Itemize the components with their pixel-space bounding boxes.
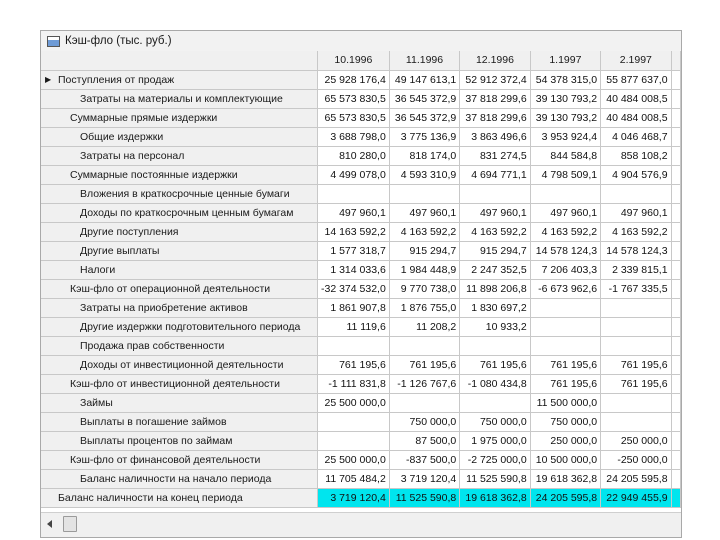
table-cell[interactable]: 87 500,0	[389, 431, 459, 450]
table-cell-partial	[671, 203, 680, 222]
table-cell[interactable]	[317, 184, 389, 203]
table-cell[interactable]: 818 174,0	[389, 146, 459, 165]
row-header[interactable]	[41, 127, 317, 146]
table-cell[interactable]: 22 949 455,9	[601, 488, 671, 507]
table-cell[interactable]: 39 130 793,2	[530, 89, 600, 108]
table-cell[interactable]: 4 163 592,2	[530, 222, 600, 241]
table-cell[interactable]	[530, 298, 600, 317]
table-cell-partial	[671, 355, 680, 374]
row-header[interactable]	[41, 393, 317, 412]
row-label: Другие выплаты	[80, 244, 160, 257]
table-cell-partial	[671, 393, 680, 412]
row-label: Затраты на персонал	[80, 149, 185, 162]
row-label: Другие издержки подготовительного периода	[80, 320, 301, 333]
table-cell-partial	[671, 241, 680, 260]
table-cell[interactable]: 497 960,1	[389, 203, 459, 222]
table-cell[interactable]: 36 545 372,9	[389, 108, 459, 127]
table-cell[interactable]: 4 499 078,0	[317, 165, 389, 184]
table-cell[interactable]: 7 206 403,3	[530, 260, 600, 279]
table-cell[interactable]: 11 525 590,8	[389, 488, 459, 507]
table-cell[interactable]: 54 378 315,0	[530, 70, 600, 89]
table-cell[interactable]: 14 578 124,3	[601, 241, 671, 260]
table-cell[interactable]: 3 688 798,0	[317, 127, 389, 146]
table-cell[interactable]: 19 618 362,8	[530, 469, 600, 488]
table-cell[interactable]: 3 953 924,4	[530, 127, 600, 146]
table-cell[interactable]: -1 126 767,6	[389, 374, 459, 393]
table-cell-partial	[671, 317, 680, 336]
table-cell[interactable]	[601, 298, 671, 317]
table-row[interactable]	[41, 431, 681, 450]
table-cell-partial	[671, 336, 680, 355]
table-cell[interactable]: 11 208,2	[389, 317, 459, 336]
table-cell[interactable]: -1 080 434,8	[460, 374, 530, 393]
table-cell-partial	[671, 184, 680, 203]
cashflow-table	[41, 51, 681, 508]
table-cell[interactable]: 4 046 468,7	[601, 127, 671, 146]
row-header[interactable]	[41, 488, 317, 507]
table-cell[interactable]: 750 000,0	[460, 412, 530, 431]
table-cell[interactable]: 1 861 907,8	[317, 298, 389, 317]
table-row[interactable]	[41, 241, 681, 260]
row-label: Затраты на материалы и комплектующие	[80, 92, 283, 105]
table-cell[interactable]: 761 195,6	[389, 355, 459, 374]
table-row[interactable]	[41, 203, 681, 222]
table-cell[interactable]: 19 618 362,8	[460, 488, 530, 507]
table-cell[interactable]: 10 933,2	[460, 317, 530, 336]
table-cell[interactable]: 11 500 000,0	[530, 393, 600, 412]
table-cell[interactable]	[601, 184, 671, 203]
table-cell[interactable]: 24 205 595,8	[530, 488, 600, 507]
table-cell[interactable]: 1 984 448,9	[389, 260, 459, 279]
table-cell[interactable]: 915 294,7	[389, 241, 459, 260]
table-cell[interactable]: 761 195,6	[530, 355, 600, 374]
row-label: Суммарные прямые издержки	[70, 111, 218, 124]
table-cell[interactable]	[317, 431, 389, 450]
window-icon	[47, 36, 60, 47]
table-row[interactable]	[41, 146, 681, 165]
table-cell[interactable]: 497 960,1	[530, 203, 600, 222]
row-header[interactable]	[41, 222, 317, 241]
table-cell[interactable]: -6 673 962,6	[530, 279, 600, 298]
table-cell[interactable]: 761 195,6	[460, 355, 530, 374]
row-header[interactable]	[41, 108, 317, 127]
table-cell[interactable]: 3 719 120,4	[389, 469, 459, 488]
table-cell-partial	[671, 70, 680, 89]
table-cell[interactable]	[460, 184, 530, 203]
table-row[interactable]	[41, 108, 681, 127]
table-cell[interactable]: 1 876 755,0	[389, 298, 459, 317]
table-cell-partial	[671, 260, 680, 279]
table-cell-partial	[671, 222, 680, 241]
table-cell[interactable]	[601, 317, 671, 336]
row-header[interactable]	[41, 355, 317, 374]
table-cell[interactable]: 40 484 008,5	[601, 89, 671, 108]
table-cell[interactable]: 25 928 176,4	[317, 70, 389, 89]
row-label: Другие поступления	[80, 225, 179, 238]
table-row[interactable]	[41, 184, 681, 203]
table-cell[interactable]: 761 195,6	[317, 355, 389, 374]
table-row[interactable]	[41, 355, 681, 374]
table-cell-partial	[671, 488, 680, 507]
row-header[interactable]	[41, 260, 317, 279]
table-cell[interactable]: -250 000,0	[601, 450, 671, 469]
row-label: Доходы по краткосрочным ценным бумагам	[80, 206, 294, 219]
table-cell[interactable]	[389, 336, 459, 355]
row-label: Баланс наличности на начало периода	[80, 472, 272, 485]
table-cell[interactable]: 10 500 000,0	[530, 450, 600, 469]
row-label: Налоги	[80, 263, 116, 276]
table-row[interactable]	[41, 450, 681, 469]
row-label: Кэш-фло от финансовой деятельности	[70, 453, 261, 466]
row-label: Займы	[80, 396, 113, 409]
cashflow-grid[interactable]	[41, 51, 681, 515]
row-header[interactable]	[41, 336, 317, 355]
row-header[interactable]	[41, 374, 317, 393]
table-cell[interactable]: 52 912 372,4	[460, 70, 530, 89]
row-header[interactable]	[41, 450, 317, 469]
table-cell[interactable]: 36 545 372,9	[389, 89, 459, 108]
table-cell[interactable]: 1 577 318,7	[317, 241, 389, 260]
row-label: Кэш-фло от инвестиционной деятельности	[70, 377, 280, 390]
row-header[interactable]	[41, 431, 317, 450]
row-header[interactable]	[41, 203, 317, 222]
table-row[interactable]	[41, 469, 681, 488]
table-cell-partial	[671, 450, 680, 469]
table-row[interactable]	[41, 260, 681, 279]
row-header[interactable]	[41, 298, 317, 317]
table-cell[interactable]	[601, 412, 671, 431]
table-cell[interactable]: 14 578 124,3	[530, 241, 600, 260]
table-cell[interactable]: 761 195,6	[530, 374, 600, 393]
table-cell[interactable]	[530, 184, 600, 203]
window-titlebar[interactable]	[41, 31, 681, 52]
table-cell[interactable]: 915 294,7	[460, 241, 530, 260]
horizontal-scrollbar[interactable]	[41, 512, 681, 537]
table-cell[interactable]: 37 818 299,6	[460, 89, 530, 108]
table-row[interactable]	[41, 317, 681, 336]
table-row[interactable]	[41, 298, 681, 317]
table-row[interactable]	[41, 70, 681, 89]
table-cell[interactable]: 14 163 592,2	[317, 222, 389, 241]
table-cell[interactable]: -2 725 000,0	[460, 450, 530, 469]
table-row[interactable]	[41, 393, 681, 412]
table-cell[interactable]: 55 877 637,0	[601, 70, 671, 89]
row-label: Выплаты в погашение займов	[80, 415, 227, 428]
table-cell-partial	[671, 374, 680, 393]
row-header[interactable]	[41, 89, 317, 108]
row-label: Баланс наличности на конец периода	[58, 491, 243, 504]
column-header-partial	[671, 51, 680, 70]
table-cell[interactable]: 9 770 738,0	[389, 279, 459, 298]
row-label: Доходы от инвестиционной деятельности	[80, 358, 284, 371]
table-cell[interactable]: 11 898 206,8	[460, 279, 530, 298]
cashflow-window	[40, 30, 682, 538]
row-header[interactable]	[41, 412, 317, 431]
row-header[interactable]	[41, 146, 317, 165]
table-cell[interactable]	[601, 393, 671, 412]
column-header[interactable]: 1.1997	[530, 51, 600, 70]
row-pointer-icon: ▶	[45, 75, 52, 85]
table-cell[interactable]: 2 339 815,1	[601, 260, 671, 279]
row-header[interactable]	[41, 279, 317, 298]
scroll-left-arrow-icon[interactable]	[47, 520, 52, 528]
table-cell[interactable]: 11 525 590,8	[460, 469, 530, 488]
table-cell[interactable]: 4 163 592,2	[601, 222, 671, 241]
table-cell-partial	[671, 298, 680, 317]
table-row[interactable]	[41, 222, 681, 241]
row-label: Поступления от продаж	[58, 73, 175, 86]
table-cell[interactable]	[530, 336, 600, 355]
table-cell[interactable]: 65 573 830,5	[317, 108, 389, 127]
table-cell[interactable]: 37 818 299,6	[460, 108, 530, 127]
table-cell[interactable]	[530, 317, 600, 336]
table-row[interactable]	[41, 488, 681, 507]
table-cell[interactable]	[389, 184, 459, 203]
row-header[interactable]	[41, 70, 317, 89]
table-cell-partial	[671, 165, 680, 184]
table-cell-partial	[671, 146, 680, 165]
table-cell[interactable]: 497 960,1	[460, 203, 530, 222]
table-cell[interactable]: 844 584,8	[530, 146, 600, 165]
table-cell[interactable]: 497 960,1	[317, 203, 389, 222]
table-cell-partial	[671, 108, 680, 127]
table-cell[interactable]: 1 314 033,6	[317, 260, 389, 279]
table-cell[interactable]	[601, 336, 671, 355]
table-cell-partial	[671, 431, 680, 450]
table-cell[interactable]	[460, 393, 530, 412]
table-cell[interactable]: 11 705 484,2	[317, 469, 389, 488]
column-header[interactable]: 11.1996	[389, 51, 459, 70]
table-cell[interactable]: 3 863 496,6	[460, 127, 530, 146]
row-header[interactable]	[41, 241, 317, 260]
table-cell[interactable]: 250 000,0	[530, 431, 600, 450]
table-cell[interactable]: 4 694 771,1	[460, 165, 530, 184]
table-cell-partial	[671, 89, 680, 108]
table-cell[interactable]: 761 195,6	[601, 374, 671, 393]
row-label: Выплаты процентов по займам	[80, 434, 233, 447]
row-label: Кэш-фло от операционной деятельности	[70, 282, 271, 295]
table-cell-partial	[671, 469, 680, 488]
row-label: Продажа прав собственности	[80, 339, 225, 352]
table-cell[interactable]: 4 163 592,2	[389, 222, 459, 241]
table-cell-partial	[671, 279, 680, 298]
column-header[interactable]: 12.1996	[460, 51, 530, 70]
row-header[interactable]	[41, 165, 317, 184]
table-cell[interactable]: 831 274,5	[460, 146, 530, 165]
table-cell[interactable]: 250 000,0	[601, 431, 671, 450]
row-header[interactable]	[41, 469, 317, 488]
table-cell[interactable]: 810 280,0	[317, 146, 389, 165]
column-header[interactable]: 2.1997	[601, 51, 671, 70]
table-cell[interactable]: 49 147 613,1	[389, 70, 459, 89]
table-cell[interactable]: -1 767 335,5	[601, 279, 671, 298]
row-header[interactable]	[41, 317, 317, 336]
table-cell[interactable]: 750 000,0	[389, 412, 459, 431]
table-cell[interactable]: 4 163 592,2	[460, 222, 530, 241]
table-cell[interactable]: -32 374 532,0	[317, 279, 389, 298]
table-cell[interactable]: 11 119,6	[317, 317, 389, 336]
table-cell[interactable]: 2 247 352,5	[460, 260, 530, 279]
header-row	[41, 51, 681, 70]
table-cell[interactable]	[317, 412, 389, 431]
table-cell[interactable]: 4 904 576,9	[601, 165, 671, 184]
table-cell[interactable]: 65 573 830,5	[317, 89, 389, 108]
table-cell[interactable]: -1 111 831,8	[317, 374, 389, 393]
table-cell[interactable]: 40 484 008,5	[601, 108, 671, 127]
row-header[interactable]	[41, 184, 317, 203]
table-row[interactable]	[41, 336, 681, 355]
table-cell[interactable]: 497 960,1	[601, 203, 671, 222]
table-cell[interactable]: 3 775 136,9	[389, 127, 459, 146]
table-cell[interactable]: 1 830 697,2	[460, 298, 530, 317]
scrollbar-thumb[interactable]	[63, 516, 77, 532]
table-cell[interactable]: 25 500 000,0	[317, 393, 389, 412]
table-row[interactable]	[41, 412, 681, 431]
table-cell-partial	[671, 127, 680, 146]
table-cell[interactable]: 25 500 000,0	[317, 450, 389, 469]
table-cell[interactable]	[317, 336, 389, 355]
table-cell[interactable]: 750 000,0	[530, 412, 600, 431]
table-cell[interactable]: 4 593 310,9	[389, 165, 459, 184]
column-header[interactable]: 10.1996	[317, 51, 389, 70]
table-cell[interactable]: 3 719 120,4	[317, 488, 389, 507]
window-title: Кэш-фло (тыс. руб.)	[65, 35, 172, 47]
table-row[interactable]	[41, 374, 681, 393]
table-cell[interactable]	[460, 336, 530, 355]
table-cell[interactable]: 1 975 000,0	[460, 431, 530, 450]
corner-cell	[41, 51, 317, 70]
table-cell-partial	[671, 412, 680, 431]
table-row[interactable]	[41, 279, 681, 298]
table-row[interactable]	[41, 127, 681, 146]
table-cell[interactable]: 24 205 595,8	[601, 469, 671, 488]
table-cell[interactable]: 761 195,6	[601, 355, 671, 374]
table-cell[interactable]: -837 500,0	[389, 450, 459, 469]
table-row[interactable]	[41, 89, 681, 108]
row-label: Вложения в краткосрочные ценные бумаги	[80, 187, 290, 200]
table-cell[interactable]: 39 130 793,2	[530, 108, 600, 127]
row-label: Затраты на приобретение активов	[80, 301, 248, 314]
table-cell[interactable]	[389, 393, 459, 412]
table-row[interactable]	[41, 165, 681, 184]
table-cell[interactable]: 858 108,2	[601, 146, 671, 165]
row-label: Суммарные постоянные издержки	[70, 168, 238, 181]
row-label: Общие издержки	[80, 130, 164, 143]
table-cell[interactable]: 4 798 509,1	[530, 165, 600, 184]
